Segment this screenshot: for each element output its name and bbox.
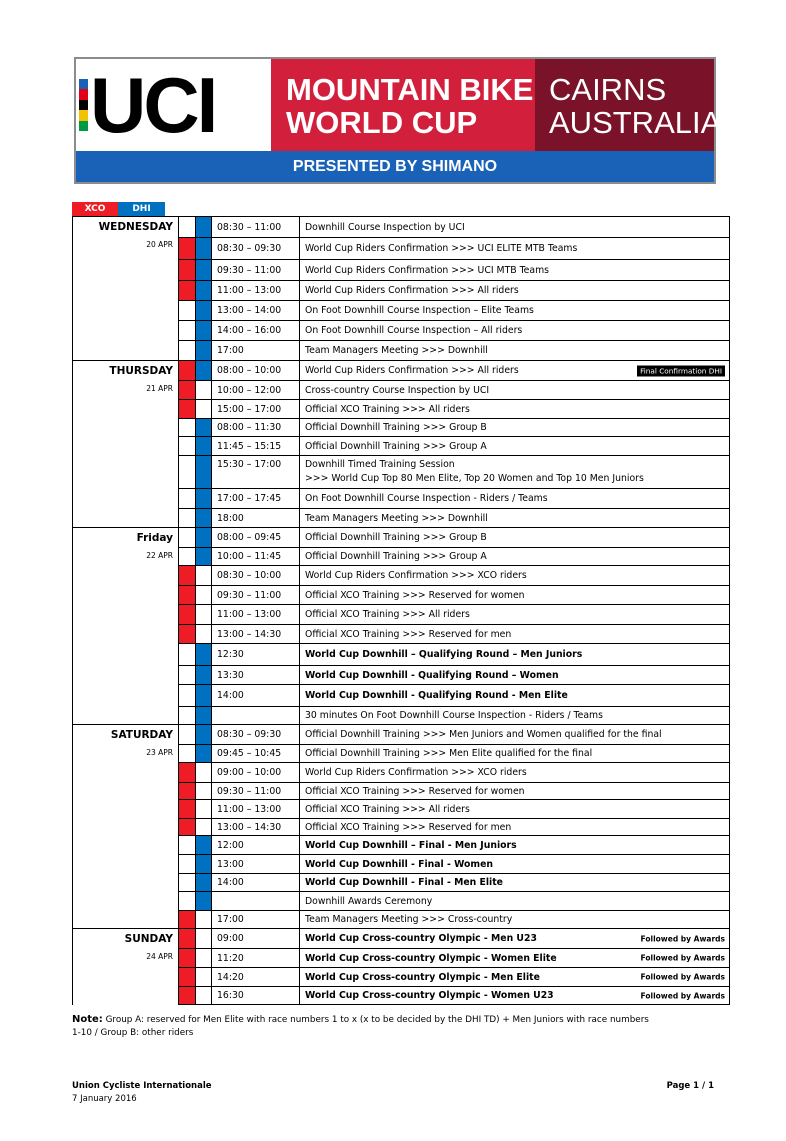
session-time: 13:00 – 14:30 xyxy=(212,625,300,644)
session-time: 08:30 – 09:30 xyxy=(212,725,300,745)
session-event-text: Official XCO Training >>> All riders xyxy=(305,803,470,815)
uci-logo: UCI xyxy=(90,61,216,149)
uci-stripe xyxy=(79,110,88,120)
xco-marker xyxy=(179,301,196,321)
session-event-text: World Cup Cross-country Olympic - Women Elite xyxy=(305,952,557,964)
session-time: 14:00 xyxy=(212,685,300,707)
session-event-text: Official Downhill Training >>> Group B xyxy=(305,422,487,433)
note-label: Note: xyxy=(72,1014,103,1025)
session-event-text: World Cup Downhill - Qualifying Round - Men Elite xyxy=(305,690,568,701)
session-event-text: World Cup Riders Confirmation >>> UCI ELITE MTB Teams xyxy=(305,243,578,254)
day-name: THURSDAY xyxy=(109,365,173,377)
xco-marker xyxy=(179,238,196,260)
day-name: SATURDAY xyxy=(110,729,173,741)
event-title-line1: MOUNTAIN BIKE xyxy=(286,72,534,107)
xco-marker xyxy=(179,685,196,707)
session-event xyxy=(300,836,730,855)
xco-marker xyxy=(179,489,196,509)
session-time xyxy=(212,892,300,911)
day-date: 21 APR xyxy=(146,384,173,393)
session-time: 11:20 xyxy=(212,949,300,968)
session-event-text: Official XCO Training >>> Reserved for women xyxy=(305,785,525,797)
xco-marker xyxy=(179,725,196,745)
session-time: 08:30 – 09:30 xyxy=(212,238,300,260)
uci-stripe xyxy=(79,100,88,110)
legend-xco: XCO xyxy=(72,202,118,216)
session-event xyxy=(300,489,730,509)
session-time: 08:00 – 11:30 xyxy=(212,419,300,437)
xco-marker xyxy=(179,625,196,644)
session-event-text: World Cup Downhill – Final - Men Juniors xyxy=(305,839,517,851)
xco-marker xyxy=(179,509,196,528)
session-event-text: Official XCO Training >>> All riders xyxy=(305,609,470,620)
xco-marker xyxy=(179,281,196,301)
session-event-text: Official Downhill Training >>> Group A xyxy=(305,551,487,562)
day-cell xyxy=(73,217,179,361)
session-time: 14:00 xyxy=(212,874,300,892)
session-time: 16:30 xyxy=(212,987,300,1005)
schedule-row xyxy=(73,361,730,381)
session-event-text: World Cup Downhill - Qualifying Round – Women xyxy=(305,669,559,681)
xco-marker xyxy=(179,548,196,566)
xco-marker xyxy=(179,644,196,666)
note-text: Group A: reserved for Men Elite with race numbers 1 to x (x to be decided by the DHI TD) + Men Juniors with race numbers 1-10 / Group B: other riders xyxy=(72,1015,649,1038)
session-event xyxy=(300,763,730,783)
session-event xyxy=(300,874,730,892)
session-event xyxy=(300,217,730,238)
session-time: 09:00 xyxy=(212,929,300,949)
xco-marker xyxy=(179,968,196,987)
session-time: 09:30 – 11:00 xyxy=(212,260,300,281)
event-title-line2: WORLD CUP xyxy=(286,105,478,140)
session-event xyxy=(300,260,730,281)
session-time: 17:00 xyxy=(212,911,300,929)
xco-marker xyxy=(179,217,196,238)
dhi-marker xyxy=(196,548,212,566)
session-event xyxy=(300,281,730,301)
session-event xyxy=(300,238,730,260)
dhi-marker xyxy=(196,281,212,301)
session-event xyxy=(300,566,730,586)
session-event xyxy=(300,707,730,725)
session-time: 13:00 – 14:00 xyxy=(212,301,300,321)
session-time: 15:30 – 17:00 xyxy=(212,456,300,489)
session-event xyxy=(300,892,730,911)
dhi-marker xyxy=(196,341,212,361)
dhi-marker xyxy=(196,929,212,949)
dhi-marker xyxy=(196,725,212,745)
session-event-text: Downhill Course Inspection by UCI xyxy=(305,221,465,233)
xco-marker xyxy=(179,783,196,800)
session-event-text: Official Downhill Training >>> Men Elite qualified for the final xyxy=(305,748,593,759)
day-date: 23 APR xyxy=(146,748,173,757)
schedule-row xyxy=(73,217,730,238)
session-event xyxy=(300,666,730,685)
dhi-marker xyxy=(196,528,212,548)
dhi-marker xyxy=(196,437,212,456)
session-event-text: On Foot Downhill Course Inspection – Elite Teams xyxy=(305,305,534,316)
session-event-text: World Cup Cross-country Olympic - Men U23 xyxy=(305,933,537,944)
session-time: 11:45 – 15:15 xyxy=(212,437,300,456)
xco-marker xyxy=(179,666,196,685)
awards-note: Followed by Awards xyxy=(640,934,725,943)
xco-marker xyxy=(179,987,196,1005)
session-event-text: Official XCO Training >>> Reserved for men xyxy=(305,821,512,833)
schedule-row xyxy=(73,725,730,745)
discipline-legend xyxy=(72,202,165,216)
xco-marker xyxy=(179,836,196,855)
session-event-text: World Cup Riders Confirmation >>> UCI MTB Teams xyxy=(305,264,549,276)
xco-marker xyxy=(179,819,196,836)
session-event-text: Downhill Timed Training Session xyxy=(305,459,455,470)
session-time: 14:00 – 16:00 xyxy=(212,321,300,341)
session-event-text: World Cup Cross-country Olympic - Women U23 xyxy=(305,990,554,1001)
event-location-line1: CAIRNS xyxy=(549,72,667,107)
uci-stripe xyxy=(79,121,88,131)
dhi-marker xyxy=(196,586,212,605)
dhi-marker xyxy=(196,566,212,586)
session-event-text: Team Managers Meeting >>> Downhill xyxy=(305,512,488,524)
session-event xyxy=(300,855,730,874)
session-event-text: Official Downhill Training >>> Group A xyxy=(305,440,487,452)
dhi-marker xyxy=(196,238,212,260)
xco-marker xyxy=(179,874,196,892)
footer-left xyxy=(72,1080,212,1106)
footer-organization: Union Cycliste Internationale xyxy=(72,1081,212,1091)
uci-stripe xyxy=(79,89,88,99)
session-time: 09:30 – 11:00 xyxy=(212,783,300,800)
session-event xyxy=(300,528,730,548)
uci-stripe xyxy=(79,79,88,89)
session-event-text: Official XCO Training >>> All riders xyxy=(305,403,470,415)
session-event-text: World Cup Downhill - Final - Men Elite xyxy=(305,877,503,888)
xco-marker xyxy=(179,763,196,783)
session-event xyxy=(300,437,730,456)
session-event xyxy=(300,987,730,1005)
session-event-text: World Cup Riders Confirmation >>> All riders xyxy=(305,285,519,296)
session-time: 09:00 – 10:00 xyxy=(212,763,300,783)
dhi-marker xyxy=(196,625,212,644)
dhi-marker xyxy=(196,987,212,1005)
xco-marker xyxy=(179,605,196,625)
dhi-marker xyxy=(196,321,212,341)
session-event xyxy=(300,419,730,437)
session-event xyxy=(300,381,730,400)
xco-marker xyxy=(179,400,196,419)
xco-marker xyxy=(179,707,196,725)
session-event-text: World Cup Cross-country Olympic - Men Elite xyxy=(305,971,540,983)
presented-by-bar: PRESENTED BY SHIMANO xyxy=(76,151,714,182)
awards-note: Followed by Awards xyxy=(640,991,725,1000)
session-time: 09:30 – 11:00 xyxy=(212,586,300,605)
session-event xyxy=(300,800,730,819)
dhi-marker xyxy=(196,381,212,400)
session-event-text: World Cup Riders Confirmation >>> XCO riders xyxy=(305,570,527,581)
dhi-marker xyxy=(196,874,212,892)
xco-marker xyxy=(179,321,196,341)
session-event-text: 30 minutes On Foot Downhill Course Inspection - Riders / Teams xyxy=(305,710,603,721)
session-event-text: World Cup Riders Confirmation >>> XCO riders xyxy=(305,767,527,778)
dhi-marker xyxy=(196,301,212,321)
dhi-marker xyxy=(196,400,212,419)
session-event-text: Official Downhill Training >>> Men Juniors and Women qualified for the final xyxy=(305,729,662,740)
day-name: SUNDAY xyxy=(124,933,173,945)
footer-date: 7 January 2016 xyxy=(72,1094,137,1104)
session-event xyxy=(300,509,730,528)
session-time: 11:00 – 13:00 xyxy=(212,281,300,301)
session-event xyxy=(300,341,730,361)
schedule-row xyxy=(73,528,730,548)
session-time: 08:30 – 10:00 xyxy=(212,566,300,586)
session-event-text: Official XCO Training >>> Reserved for men xyxy=(305,628,512,640)
dhi-marker xyxy=(196,666,212,685)
session-time: 10:00 – 12:00 xyxy=(212,381,300,400)
session-time: 08:00 – 10:00 xyxy=(212,361,300,381)
session-time: 18:00 xyxy=(212,509,300,528)
session-time: 10:00 – 11:45 xyxy=(212,548,300,566)
session-event xyxy=(300,949,730,968)
session-time: 13:00 xyxy=(212,855,300,874)
xco-marker xyxy=(179,566,196,586)
dhi-marker xyxy=(196,217,212,238)
session-event xyxy=(300,968,730,987)
session-event-detail: >>> World Cup Top 80 Men Elite, Top 20 Women and Top 10 Men Juniors xyxy=(305,473,644,484)
session-event xyxy=(300,745,730,763)
xco-marker xyxy=(179,456,196,489)
final-confirmation-badge: Final Confirmation DHI xyxy=(637,365,725,376)
schedule-row xyxy=(73,929,730,949)
xco-marker xyxy=(179,437,196,456)
uci-rainbow-stripes xyxy=(79,79,88,131)
session-event xyxy=(300,644,730,666)
session-event-text: On Foot Downhill Course Inspection - Riders / Teams xyxy=(305,493,548,504)
dhi-marker xyxy=(196,456,212,489)
day-date: 24 APR xyxy=(146,952,173,961)
dhi-marker xyxy=(196,644,212,666)
dhi-marker xyxy=(196,819,212,836)
session-event xyxy=(300,911,730,929)
dhi-marker xyxy=(196,892,212,911)
xco-marker xyxy=(179,260,196,281)
session-time: 09:45 – 10:45 xyxy=(212,745,300,763)
session-event xyxy=(300,321,730,341)
day-name: WEDNESDAY xyxy=(98,221,173,233)
session-event-text: World Cup Downhill - Final - Women xyxy=(305,858,493,870)
dhi-marker xyxy=(196,783,212,800)
dhi-marker xyxy=(196,968,212,987)
xco-marker xyxy=(179,341,196,361)
day-cell xyxy=(73,929,179,1005)
event-banner xyxy=(74,57,722,184)
session-event-text: World Cup Downhill – Qualifying Round – Men Juniors xyxy=(305,649,583,660)
day-cell xyxy=(73,361,179,528)
day-name: Friday xyxy=(136,532,173,544)
session-event-text: On Foot Downhill Course Inspection – All riders xyxy=(305,325,523,336)
dhi-marker xyxy=(196,605,212,625)
session-event xyxy=(300,605,730,625)
xco-marker xyxy=(179,855,196,874)
session-event xyxy=(300,400,730,419)
session-time: 08:00 – 09:45 xyxy=(212,528,300,548)
session-event-text: Team Managers Meeting >>> Downhill xyxy=(305,345,488,356)
session-event xyxy=(300,685,730,707)
event-location-line2: AUSTRALIA xyxy=(549,105,722,140)
xco-marker xyxy=(179,361,196,381)
session-event-text: Official XCO Training >>> Reserved for women xyxy=(305,589,525,601)
session-time: 11:00 – 13:00 xyxy=(212,605,300,625)
session-event xyxy=(300,301,730,321)
schedule-table xyxy=(72,216,730,1005)
dhi-marker xyxy=(196,685,212,707)
session-time: 17:00 xyxy=(212,341,300,361)
session-time: 15:00 – 17:00 xyxy=(212,400,300,419)
session-time: 12:30 xyxy=(212,644,300,666)
dhi-marker xyxy=(196,855,212,874)
session-time: 11:00 – 13:00 xyxy=(212,800,300,819)
xco-marker xyxy=(179,800,196,819)
session-time: 13:00 – 14:30 xyxy=(212,819,300,836)
session-event xyxy=(300,819,730,836)
session-event xyxy=(300,548,730,566)
session-event xyxy=(300,586,730,605)
session-event-text: Team Managers Meeting >>> Cross-country xyxy=(305,914,513,925)
footer-page-number: Page 1 / 1 xyxy=(666,1081,714,1091)
awards-note: Followed by Awards xyxy=(640,953,725,963)
dhi-marker xyxy=(196,419,212,437)
session-event-text: Official Downhill Training >>> Group B xyxy=(305,532,487,543)
schedule-note xyxy=(72,1013,652,1040)
session-event xyxy=(300,625,730,644)
dhi-marker xyxy=(196,707,212,725)
dhi-marker xyxy=(196,745,212,763)
event-location xyxy=(535,59,722,151)
awards-note: Followed by Awards xyxy=(640,972,725,982)
session-event-text: Cross-country Course Inspection by UCI xyxy=(305,384,490,396)
dhi-marker xyxy=(196,361,212,381)
dhi-marker xyxy=(196,763,212,783)
xco-marker xyxy=(179,745,196,763)
session-time: 12:00 xyxy=(212,836,300,855)
xco-marker xyxy=(179,929,196,949)
day-date: 22 APR xyxy=(146,551,173,560)
day-cell xyxy=(73,725,179,929)
xco-marker xyxy=(179,586,196,605)
dhi-marker xyxy=(196,911,212,929)
session-event-text: Downhill Awards Ceremony xyxy=(305,895,433,907)
session-event xyxy=(300,361,730,381)
session-event xyxy=(300,783,730,800)
session-event xyxy=(300,725,730,745)
session-event-text: World Cup Riders Confirmation >>> All riders xyxy=(305,365,519,376)
xco-marker xyxy=(179,528,196,548)
dhi-marker xyxy=(196,260,212,281)
dhi-marker xyxy=(196,836,212,855)
dhi-marker xyxy=(196,949,212,968)
session-event xyxy=(300,456,730,489)
legend-dhi: DHI xyxy=(118,202,165,216)
session-time xyxy=(212,707,300,725)
session-time: 13:30 xyxy=(212,666,300,685)
xco-marker xyxy=(179,381,196,400)
session-time: 17:00 – 17:45 xyxy=(212,489,300,509)
session-time: 14:20 xyxy=(212,968,300,987)
day-date: 20 APR xyxy=(146,240,173,249)
day-cell xyxy=(73,528,179,725)
xco-marker xyxy=(179,419,196,437)
session-time: 08:30 – 11:00 xyxy=(212,217,300,238)
dhi-marker xyxy=(196,489,212,509)
xco-marker xyxy=(179,892,196,911)
xco-marker xyxy=(179,911,196,929)
session-event xyxy=(300,929,730,949)
dhi-marker xyxy=(196,509,212,528)
xco-marker xyxy=(179,949,196,968)
dhi-marker xyxy=(196,800,212,819)
event-title xyxy=(271,59,535,151)
